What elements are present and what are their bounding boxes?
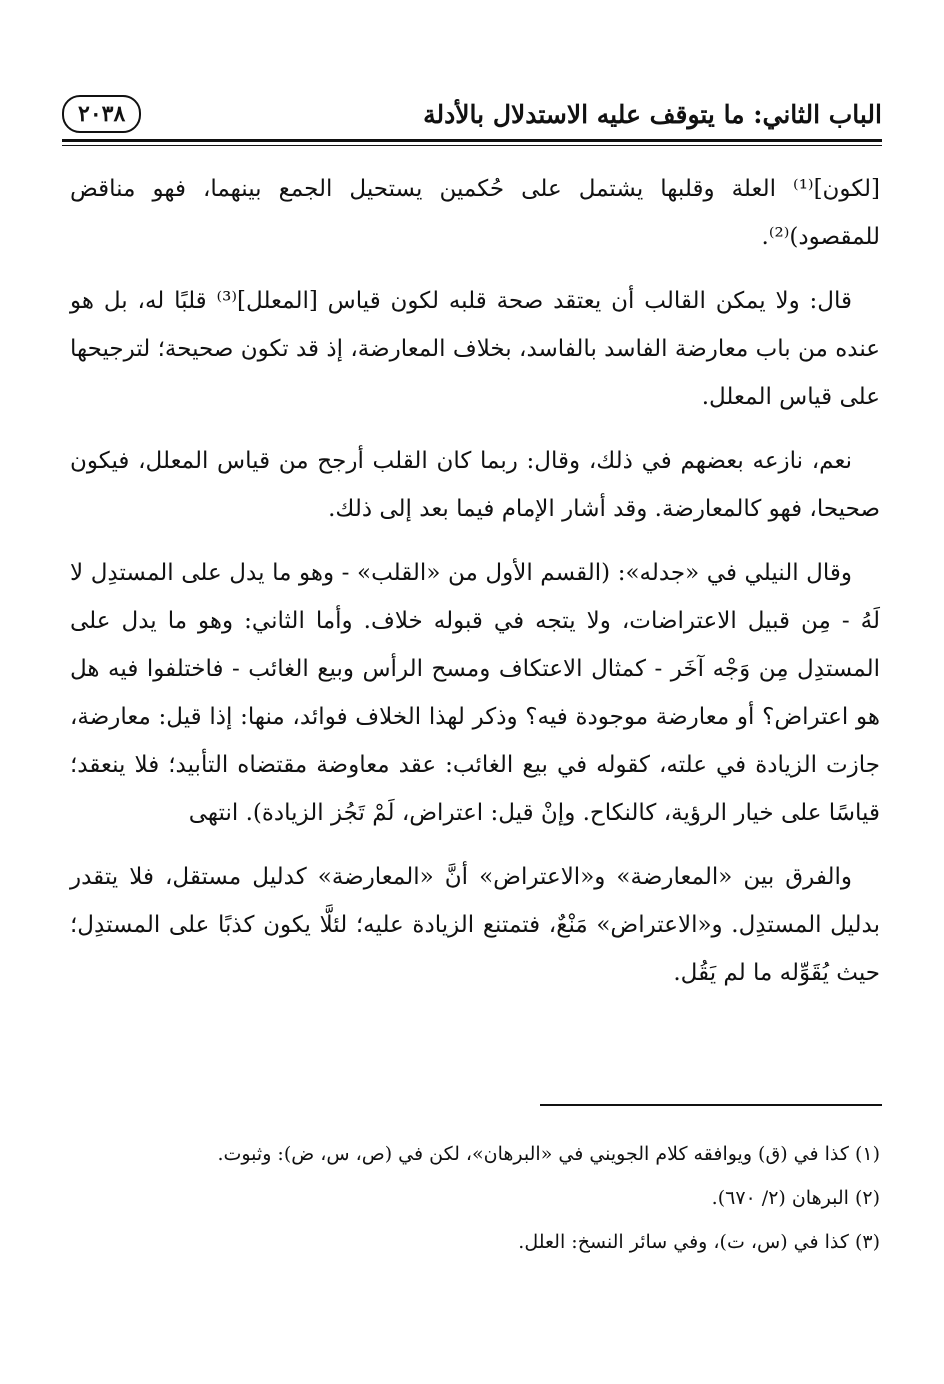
- header-rule-thick: [62, 139, 882, 142]
- paragraph: والفرق بين «المعارضة» و«الاعتراض» أنَّ «المعارضة» كدليل مستقل، فلا يتقدر بدليل المستدِل. و«الاعتراض» مَنْعٌ، فتمتنع الزيادة عليه؛ لئلَّا يكون كذبًا على المستدِل؛ حيث يُقَوِّله ما لم يَقُل.: [70, 864, 880, 986]
- paragraph: [لكون]⁽¹⁾ العلة وقلبها يشتمل على حُكمين يستحيل الجمع بينهما، فهو مناقض للمقصود)⁽²⁾.: [70, 176, 880, 250]
- page-number: ٢٠٣٨: [62, 95, 141, 133]
- body-text: [70, 165, 880, 1013]
- running-title: الباب الثاني: ما يتوقف عليه الاستدلال بالأدلة: [423, 99, 882, 129]
- footnote-separator: [540, 1104, 882, 1106]
- footnote: (٣) كذا في (س، ت)، وفي سائر النسخ: العلل.: [518, 1231, 880, 1253]
- footnotes: [70, 1132, 880, 1264]
- paragraph: قال: ولا يمكن القالب أن يعتقد صحة قلبه لكون قياس [المعلل]⁽³⁾ قلبًا له، بل هو عنده من باب معارضة الفاسد بالفاسد، بخلاف المعارضة، إذ قد تكون صحيحة؛ لترجيحها على قياس المعلل.: [70, 288, 880, 410]
- paragraph: نعم، نازعه بعضهم في ذلك، وقال: ربما كان القلب أرجح من قياس المعلل، فيكون صحيحا، فهو كالمعارضة. وقد أشار الإمام فيما بعد إلى ذلك.: [70, 448, 880, 522]
- header-rule-thin: [62, 145, 882, 146]
- footnote: (١) كذا في (ق) ويوافقه كلام الجويني في «البرهان»، لكن في (ص، س، ض): وثبوت.: [217, 1143, 880, 1165]
- running-header: [62, 92, 882, 136]
- footnote: (٢) البرهان (٢/ ٦٧٠).: [711, 1187, 880, 1209]
- paragraph: وقال النيلي في «جدله»: (القسم الأول من «القلب» - وهو ما يدل على المستدِل لا لَهُ - مِن قبيل الاعتراضات، ولا يتجه في قبوله خلاف. وأما الثاني: وهو ما يدل على المستدِل مِن وَجْه آخَر - كمثال الاعتكاف ومسح الرأس وبيع الغائب - فاختلفوا فيه هل هو اعتراض؟ أو معارضة موجودة فيه؟ وذكر لهذا الخلاف فوائد، منها: إذا قيل: معارضة، جازت الزيادة في علته، كقوله في بيع الغائب: عقد معاوضة مقتضاه التأبيد؛ فلا ينعقد؛ قياسًا على خيار الرؤية، كالنكاح. وإنْ قيل: اعتراض، لَمْ تَجُز الزيادة). انتهى: [70, 560, 880, 826]
